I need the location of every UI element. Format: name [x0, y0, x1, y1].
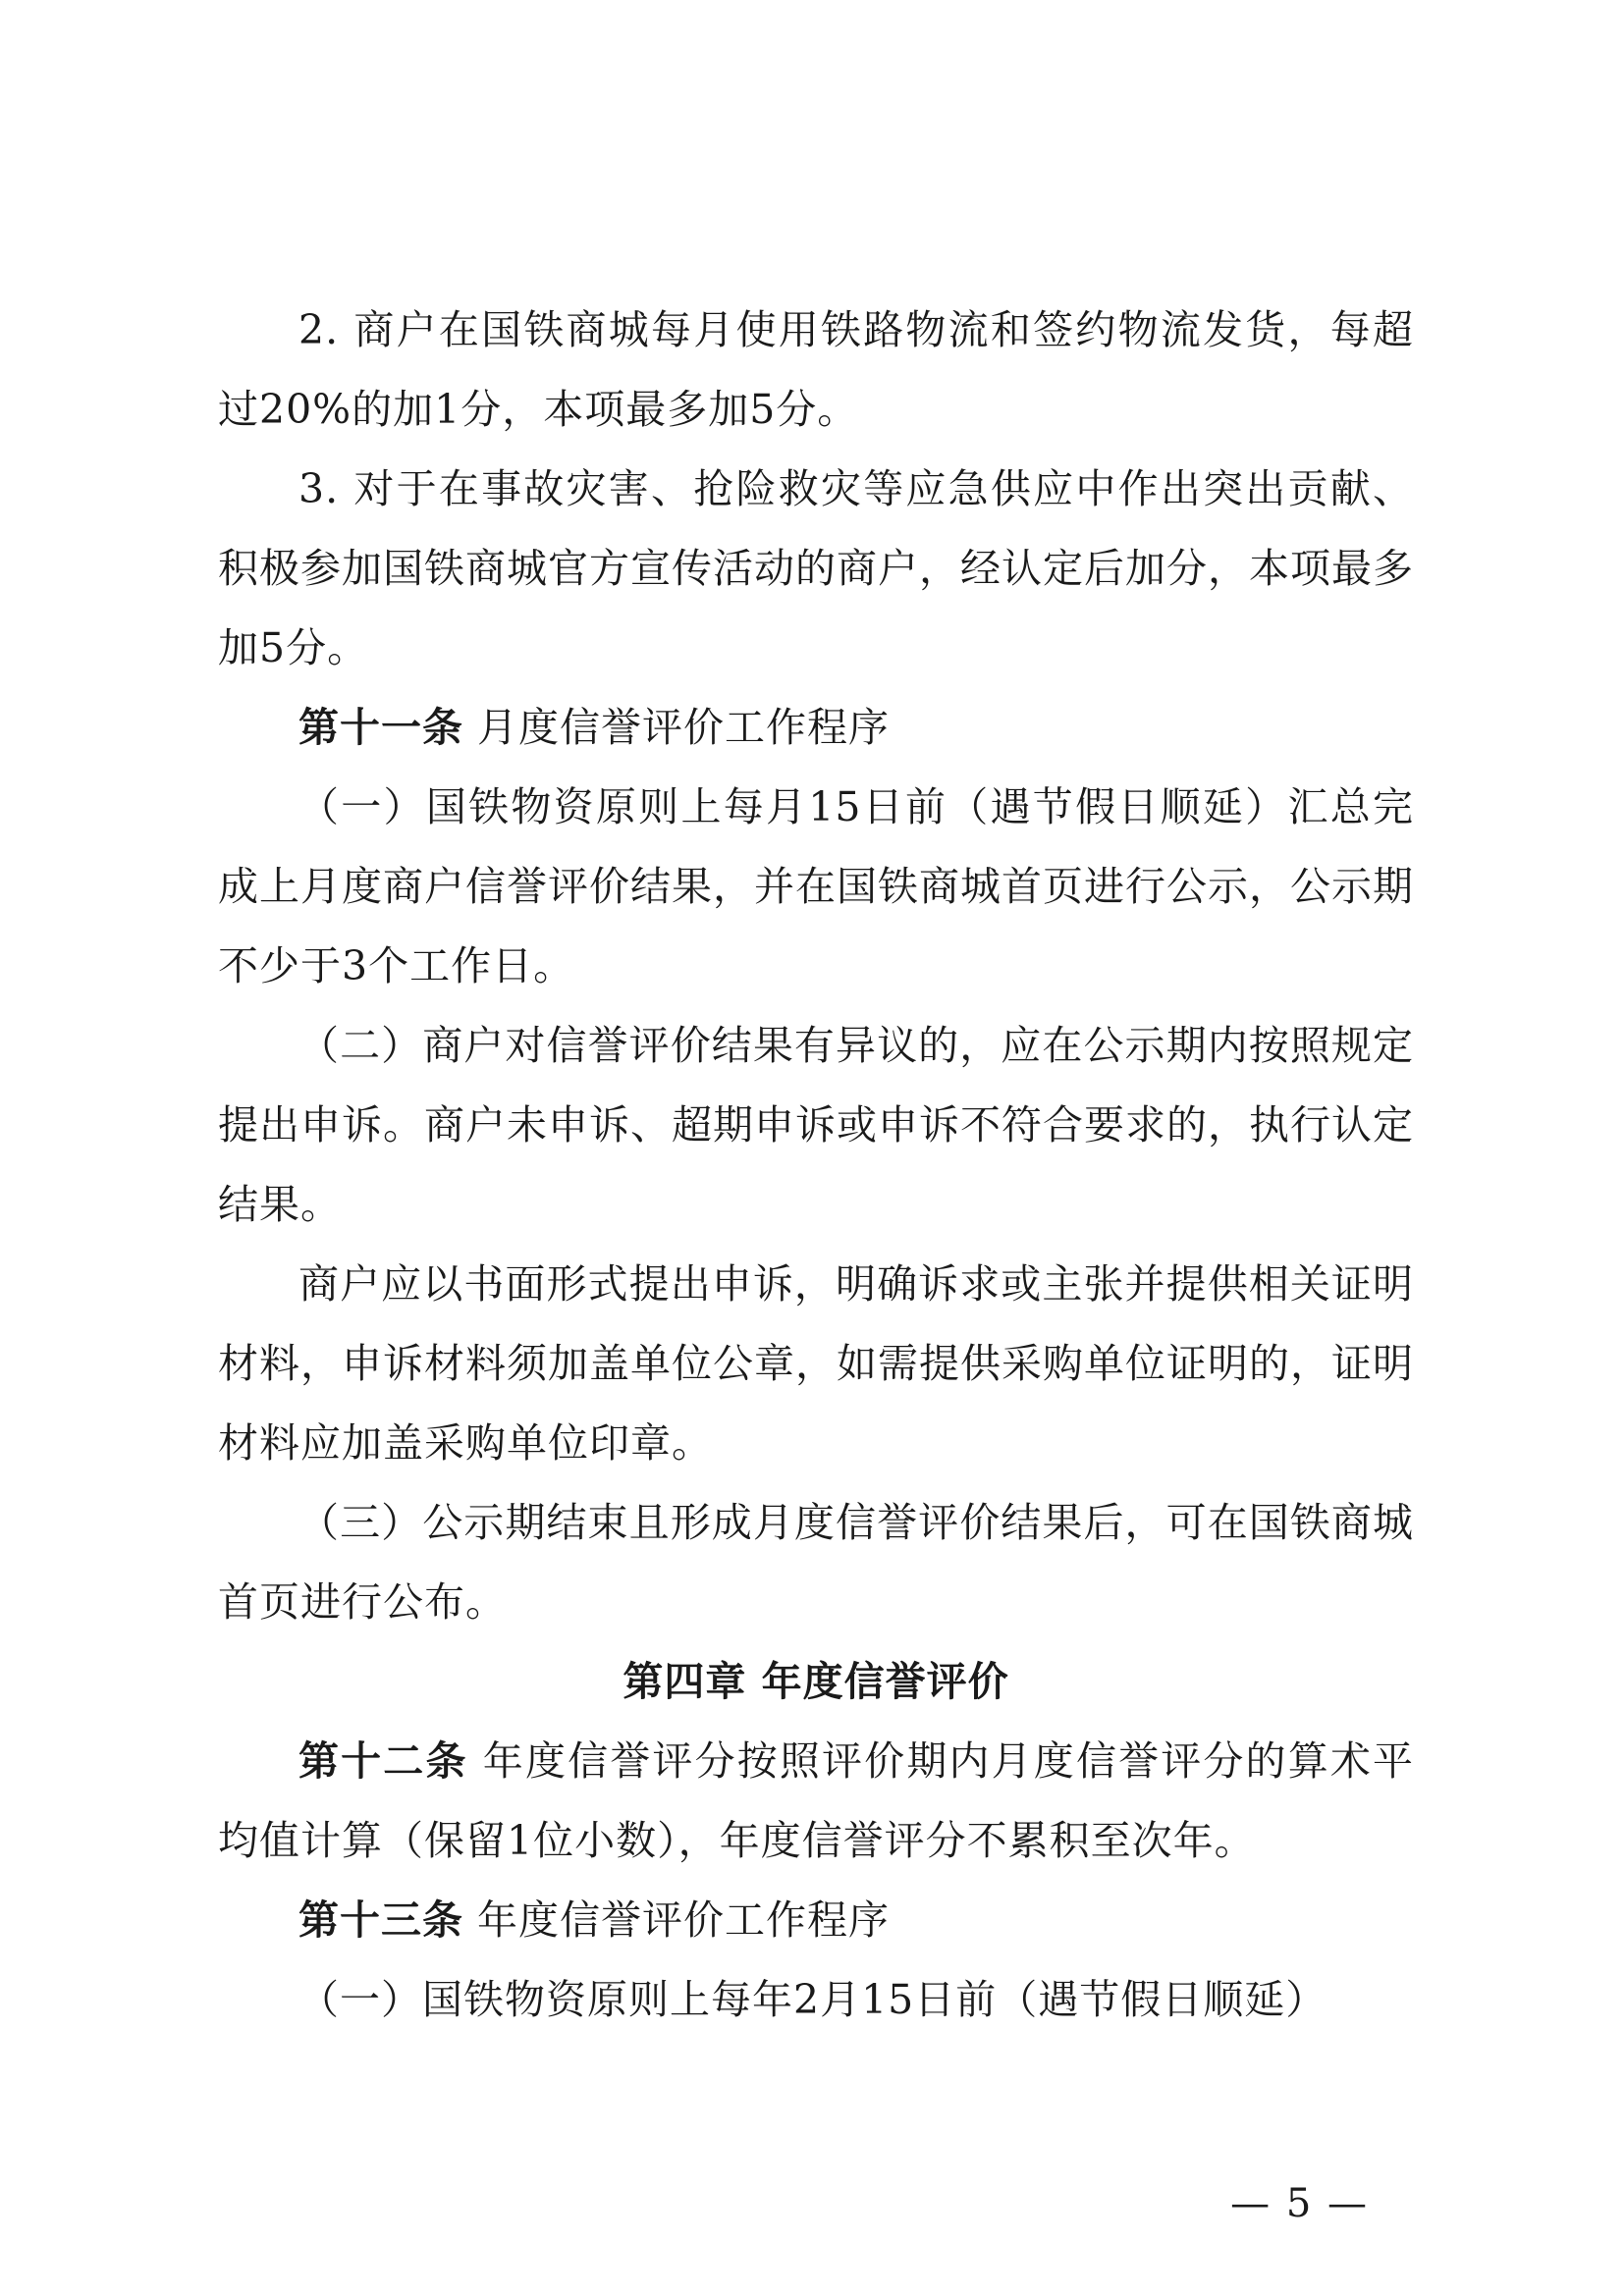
- article-12-title: 第十二条: [298, 1737, 468, 1785]
- chapter-4-heading: 第四章 年度信誉评价: [623, 1658, 1009, 1705]
- document-body: [218, 291, 1414, 2040]
- page-number: — 5 —: [1230, 2181, 1369, 2226]
- paragraph-annual-procedure: （一）国铁物资原则上每年2月15日前（遇节假日顺延）: [298, 1976, 1327, 2023]
- article-13-title: 第十三条: [298, 1896, 463, 1944]
- article-11-text: 月度信誉评价工作程序: [463, 704, 891, 751]
- article-12: [218, 1722, 1414, 1881]
- article-11: [218, 688, 1414, 768]
- paragraph-appeal-form: 商户应以书面形式提出申诉，明确诉求或主张并提供相关证明材料，申诉材料须加盖单位公章，如需提供采购单位证明的，证明材料应加盖采购单位印章。: [218, 1260, 1414, 1467]
- paragraph-monthly-publicity: （一）国铁物资原则上每月15日前（遇节假日顺延）汇总完成上月度商户信誉评价结果，并在国铁商城首页进行公示，公示期不少于3个工作日。: [218, 783, 1414, 989]
- article-11-title: 第十一条: [298, 704, 463, 751]
- article-12-text: 年度信誉评分按照评价期内月度信誉评分的算术平均值计算（保留1位小数），年度信誉评分不累积至次年。: [218, 1737, 1415, 1864]
- paragraph-emergency-bonus: 3. 对于在事故灾害、抢险救灾等应急供应中作出突出贡献、积极参加国铁商城官方宣传活动的商户，经认定后加分，本项最多加5分。: [218, 465, 1414, 671]
- paragraph-publish: （三）公示期结束且形成月度信誉评价结果后，可在国铁商城首页进行公布。: [218, 1499, 1414, 1626]
- article-13: [218, 1881, 1414, 1960]
- paragraph-appeal: （二）商户对信誉评价结果有异议的，应在公示期内按照规定提出申诉。商户未申诉、超期申诉或申诉不符合要求的，执行认定结果。: [218, 1022, 1414, 1228]
- article-13-text: 年度信誉评价工作程序: [463, 1896, 891, 1944]
- paragraph-logistics-bonus: 2. 商户在国铁商城每月使用铁路物流和签约物流发货，每超过20%的加1分，本项最多加5分。: [218, 306, 1414, 433]
